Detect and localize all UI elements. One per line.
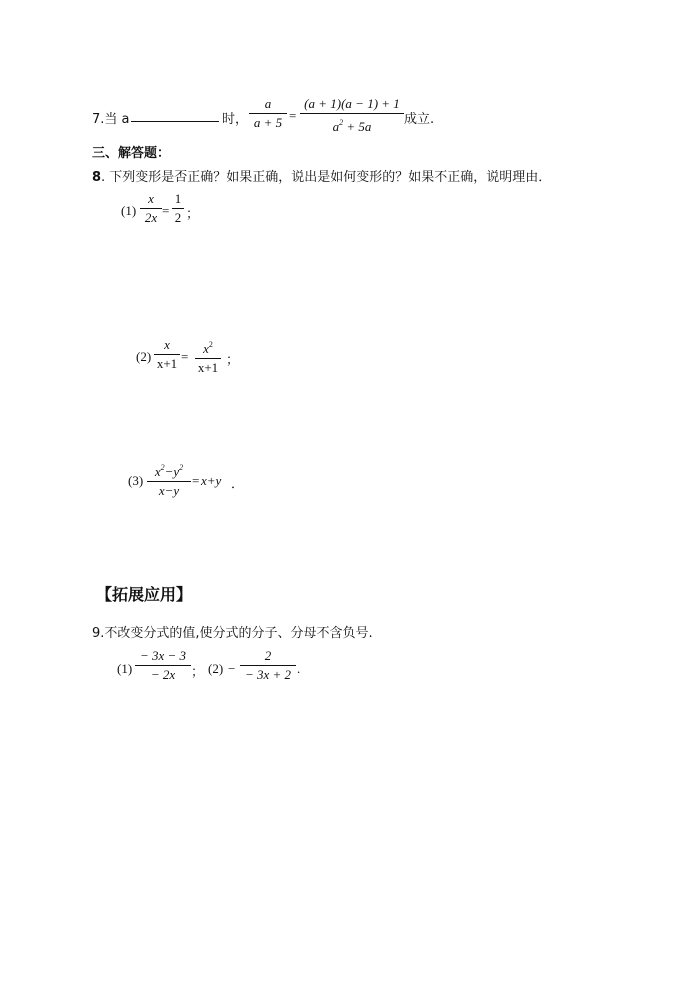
- q9-p2-fraction: 2 − 3x + 2: [240, 648, 296, 683]
- q8-p1-lhs-fraction: x 2x: [140, 191, 162, 226]
- extension-title: 【拓展应用】: [96, 585, 193, 604]
- q8-p1-label: (1): [121, 203, 137, 218]
- q8-p2-lhs-fraction: x x+1: [154, 337, 180, 372]
- q8-prompt: 8. 下列变形是否正确？如果正确，说出是如何变形的？如果不正确，说明理由．: [92, 170, 552, 185]
- q8-p2-label: (2): [136, 349, 152, 364]
- q8-p3-rhs: x+y: [201, 473, 222, 488]
- q8-p2-equals: =: [181, 349, 189, 364]
- section-3-title: 三、解答题：: [92, 146, 171, 161]
- q9-p2-label: (2): [208, 661, 224, 676]
- q8-p2-end: ；: [226, 353, 240, 368]
- q7-lhs-numerator: a: [264, 96, 272, 111]
- q7-time: 时，: [222, 112, 249, 127]
- q7-suffix: 成立.: [404, 112, 435, 127]
- q8-p3-end: ．: [231, 477, 245, 492]
- q8-p2-rhs-fraction: $x^2$ x+1: [195, 337, 221, 376]
- q9-p1-fraction: − 3x − 3 − 2x: [135, 648, 191, 683]
- q7-rhs-fraction: [300, 96, 404, 135]
- q8-p3-equals: =: [192, 473, 200, 488]
- q7-rhs-numerator: (a + 1)(a − 1) + 1: [304, 96, 400, 111]
- q9-p2-sign: −: [228, 661, 236, 676]
- q7-prefix: 7.当 a: [92, 112, 130, 127]
- q8-p1-equals: =: [162, 203, 170, 218]
- q8-p1-rhs-fraction: 1 2: [172, 191, 184, 226]
- q7-lhs-fraction: [249, 96, 287, 131]
- q8-p3-label: (3): [128, 473, 144, 488]
- q9-p1-end: ；: [191, 665, 205, 680]
- q7-answer-blank[interactable]: [131, 121, 219, 122]
- q7-equals: =: [289, 108, 297, 123]
- q9-p1-label: (1): [117, 661, 133, 676]
- q7-rhs-denominator: $a^2 + 5a$: [332, 118, 372, 134]
- q9-prompt: 9.不改变分式的值,使分式的分子、分母不含负号.: [92, 626, 373, 641]
- q8-p1-end: ；: [186, 207, 200, 222]
- q9-p2-end: .: [297, 661, 301, 676]
- q8-p3-lhs-fraction: $x^2-y^2$ x−y: [147, 460, 191, 499]
- q7-lhs-denominator: a + 5: [253, 115, 283, 130]
